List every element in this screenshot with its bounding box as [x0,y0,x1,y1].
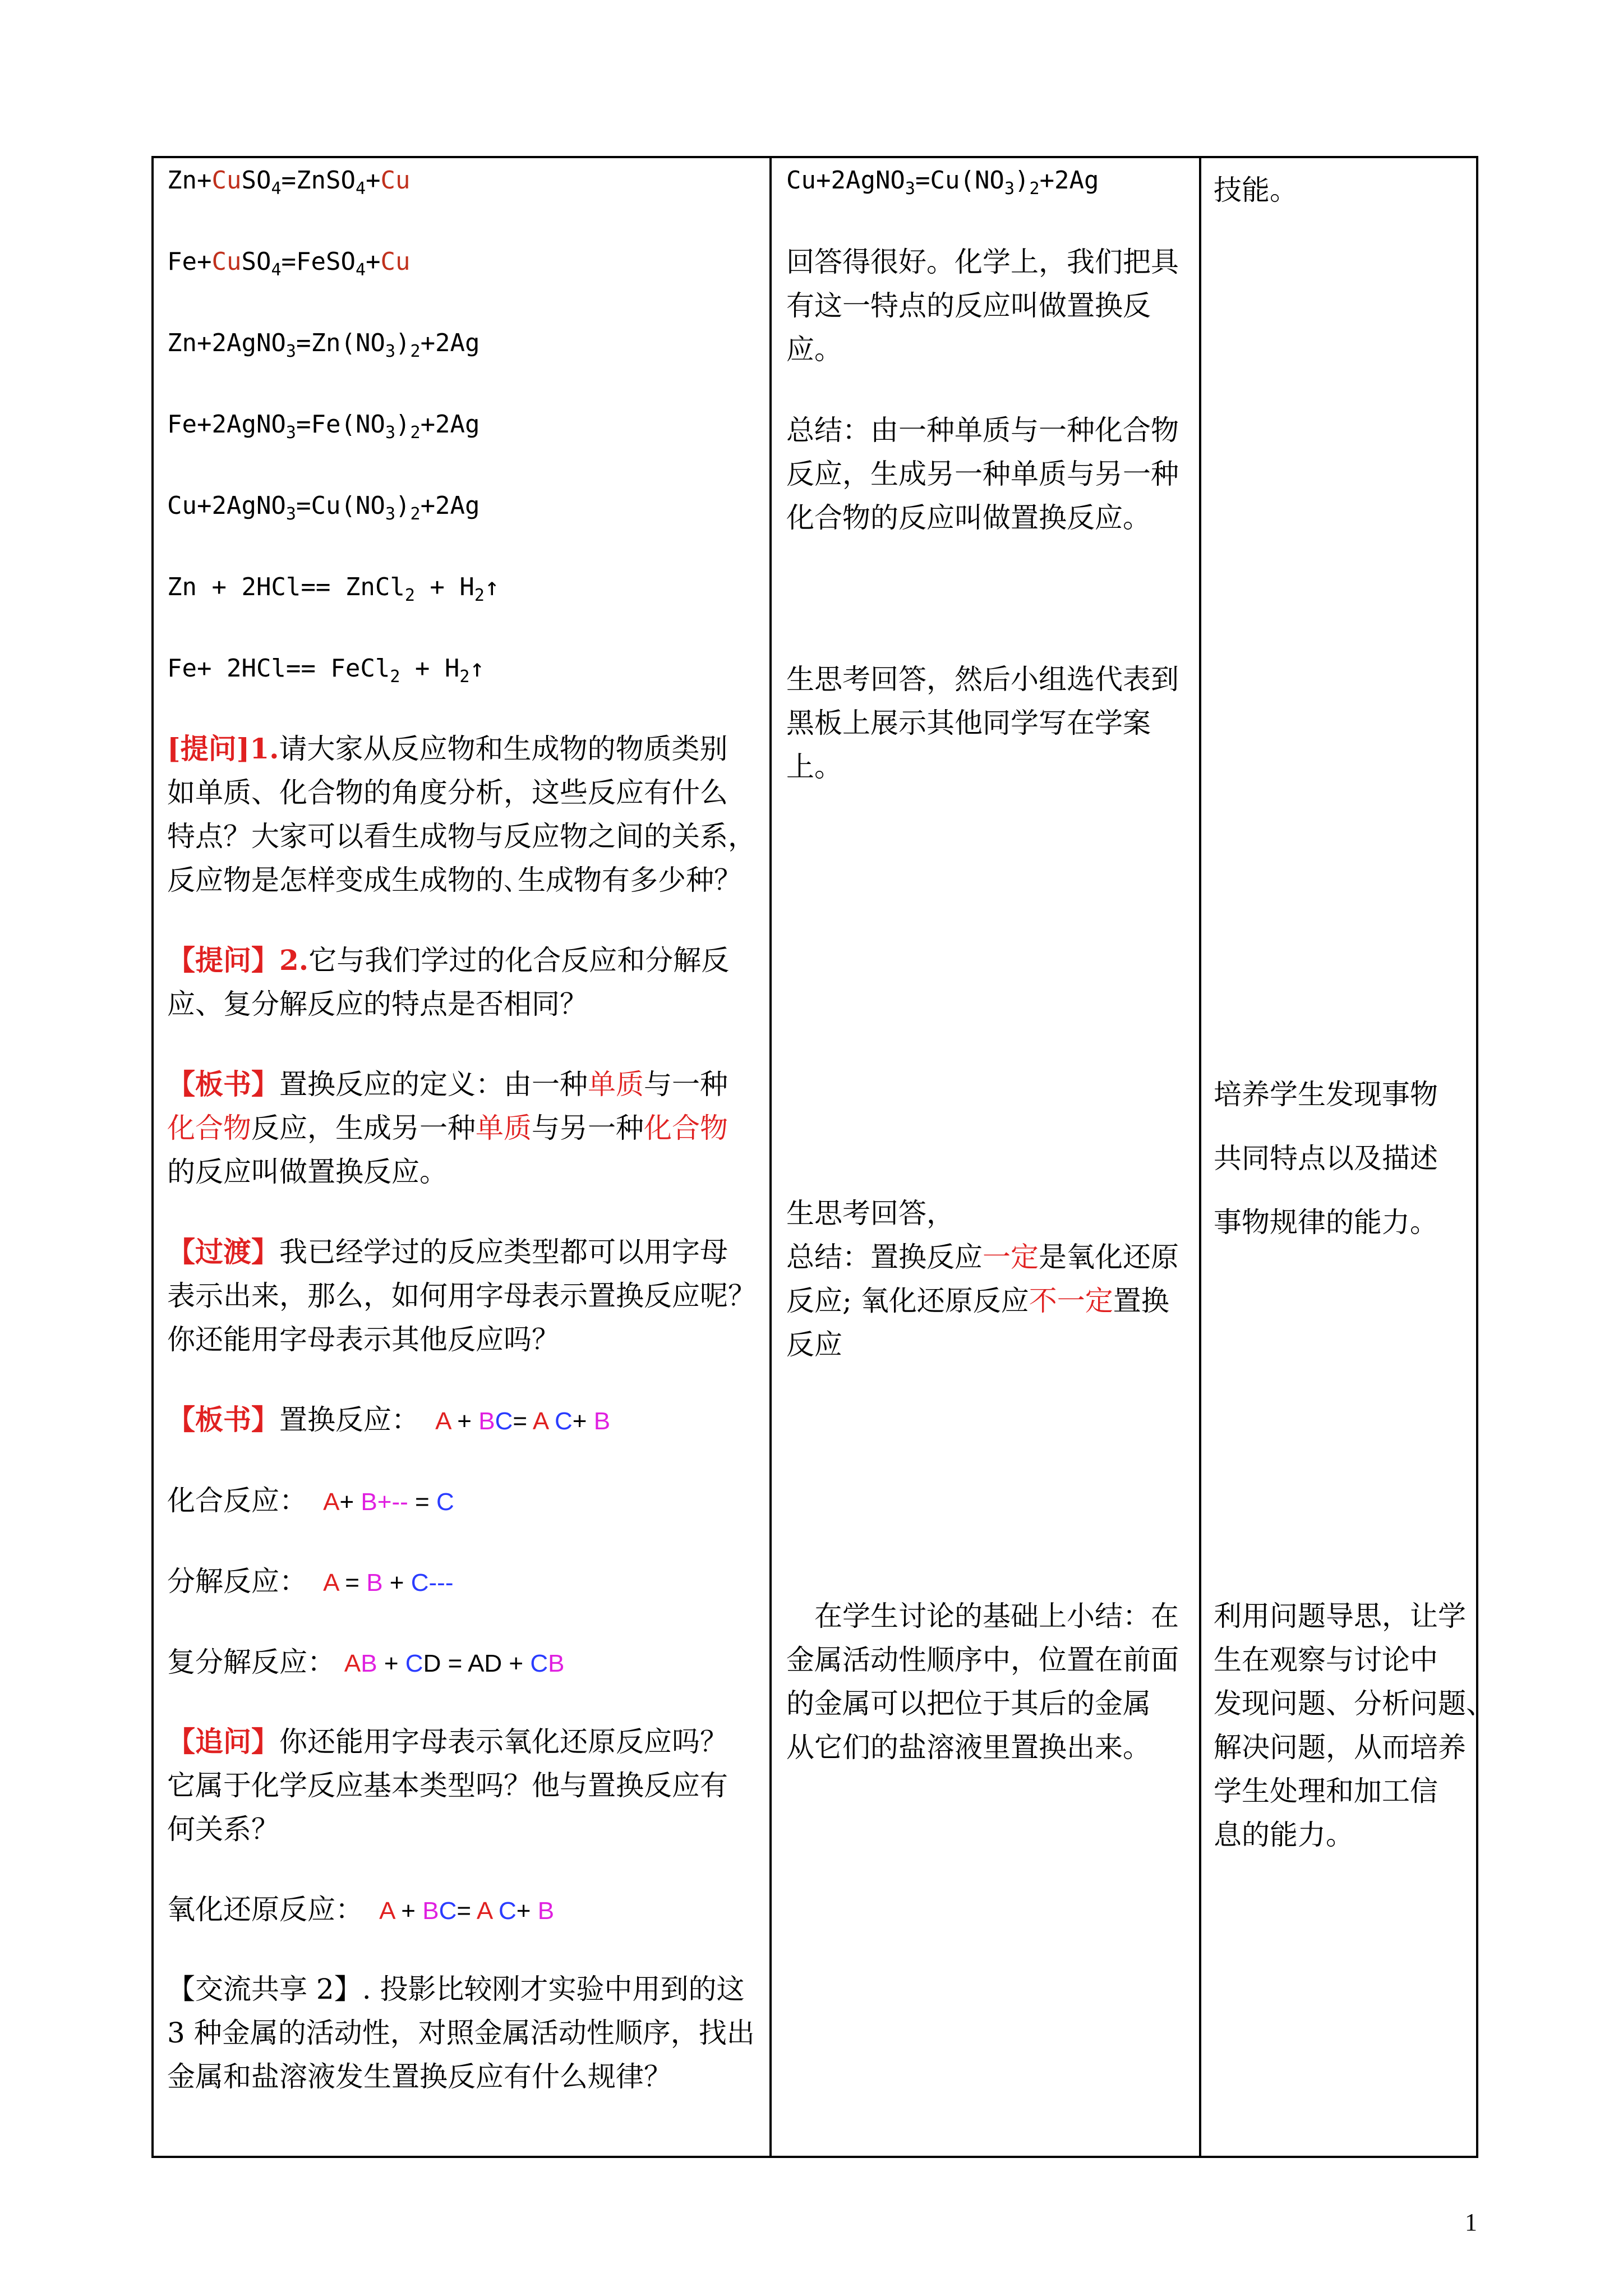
followup-line-2: 它属于化学反应基本类型吗？他与置换反应有 [167,1769,728,1802]
equation-fe-agno3: $Fe+2AgNO_3=Fe(NO_3)_2+2Ag$ [167,410,480,443]
board-definition-line-1: 【板书】置换反应的定义：由一种单质与一种 [167,1068,728,1101]
ability1-line-3: 事物规律的能力。 [1214,1206,1438,1239]
board-tag: 【板书】 [167,1403,279,1436]
equation-zn-cuso4: Zn+CuSO$_4$=ZnSO$_4$+Cu [167,166,411,199]
table-top-border [151,156,1478,158]
double-decomposition-formula: 复分解反应： AB + CD = AD + CB [167,1646,565,1678]
equation-fe-hcl: Fe+ 2HCl== FeCl$_2$ + $H_2↑$ [167,654,485,687]
board-definition-line-3: 的反应叫做置换反应。 [167,1156,448,1188]
ability2-line-1: 利用问题导思，让学 [1214,1600,1466,1632]
equation-cu-agno3-student: $Cu+2AgNO_3=Cu(NO_3)_2+2Ag$ [786,166,1099,199]
question-tag: [提问]1. [167,732,279,765]
think-line-1: 生思考回答，然后小组选代表到 [786,663,1179,696]
answer-line-3: 应。 [786,333,842,366]
displacement-formula: 【板书】置换反应： A + BC= A C+ B [167,1403,611,1436]
question-1-line-2: 如单质、化合物的角度分析，这些反应有什么 [167,776,728,809]
question-1-line-1: [提问]1.请大家从反应物和生成物的物质类别 [167,732,728,765]
table-divider-2 [1199,156,1201,2158]
share-line-1: 【交流共享 2】. 投影比较刚才实验中用到的这 [167,1973,745,2005]
share-line-3: 金属和盐溶液发生置换反应有什么规律？ [167,2060,672,2093]
think-answer: 生思考回答， [786,1197,955,1230]
transition-line-3: 你还能用字母表示其他反应吗？ [167,1323,560,1356]
transition-tag: 【过渡】 [167,1235,279,1268]
conclusion-line-4: 从它们的盐溶液里置换出来。 [786,1731,1151,1764]
board-definition-line-2: 化合物反应，生成另一种单质与另一种化合物 [167,1112,728,1144]
question-2-line-1: 【提问】2.它与我们学过的化合反应和分解反 [167,944,730,977]
ability2-line-2: 生在观察与讨论中 [1214,1644,1438,1676]
board-tag: 【板书】 [167,1068,279,1101]
summary-line-2: 反应，生成另一种单质与另一种 [786,458,1179,490]
followup-line-3: 何关系？ [167,1813,279,1846]
combination-formula: 化合反应： A+ B+-- = C [167,1484,454,1517]
transition-line-2: 表示出来，那么，如何用字母表示置换反应呢？ [167,1280,756,1312]
table-right-border [1476,156,1478,2158]
question-1-line-4: 反应物是怎样变成生成物的､生成物有多少种？ [167,864,742,896]
share-tag: 【交流共享 2】 [167,1973,362,2005]
question-1-line-3: 特点？大家可以看生成物与反应物之间的关系， [167,820,756,853]
summary2-line-3: 反应 [786,1328,842,1361]
followup-tag: 【追问】 [167,1725,279,1758]
answer-line-1: 回答得很好。化学上，我们把具 [786,246,1179,278]
skill-text: 技能。 [1214,174,1298,206]
equation-fe-cuso4: Fe+CuSO$_4$=FeSO$_4$+Cu [167,247,411,280]
ability1-line-2: 共同特点以及描述 [1214,1142,1438,1175]
table-divider-1 [769,156,772,2158]
page-number: 1 [1465,2208,1477,2236]
redox-formula: 氧化还原反应： A + BC= A C+ B [167,1893,555,1926]
share-line-2: 3 种金属的活动性，对照金属活动性顺序，找出 [167,2017,755,2049]
table-left-border [151,156,154,2158]
conclusion-line-2: 金属活动性顺序中，位置在前面 [786,1644,1179,1676]
question-tag: 【提问】2. [167,944,309,977]
conclusion-line-1: 在学生讨论的基础上小结：在 [786,1600,1179,1632]
equation-cu-agno3: $Cu+2AgNO_3=Cu(NO_3)_2+2Ag$ [167,491,480,524]
ability2-line-6: 息的能力。 [1214,1819,1354,1851]
summary2-line-1: 总结：置换反应一定是氧化还原 [786,1241,1179,1273]
ability1-line-1: 培养学生发现事物 [1214,1078,1438,1111]
summary-line-1: 总结：由一种单质与一种化合物 [786,414,1179,447]
summary2-line-2: 反应; 氧化还原反应不一定置换 [786,1285,1169,1317]
think-line-3: 上。 [786,751,842,783]
followup-line-1: 【追问】你还能用字母表示氧化还原反应吗？ [167,1725,728,1758]
ability2-line-3: 发现问题、分析问题、 [1214,1687,1494,1720]
equation-zn-agno3: $Zn+2AgNO_3=Zn(NO_3)_2+2Ag$ [167,329,480,361]
equation-zn-hcl: Zn + 2HCl== ZnCl$_2$ + $H_2↑$ [167,573,500,605]
ability2-line-5: 学生处理和加工信 [1214,1775,1438,1807]
ability2-line-4: 解决问题，从而培养 [1214,1731,1466,1764]
transition-line-1: 【过渡】我已经学过的反应类型都可以用字母 [167,1235,728,1268]
answer-line-2: 有这一特点的反应叫做置换反 [786,289,1151,322]
decomposition-formula: 分解反应： A = B + C--- [167,1565,454,1598]
conclusion-line-3: 的金属可以把位于其后的金属 [786,1687,1151,1720]
think-line-2: 黑板上展示其他同学写在学案 [786,707,1151,739]
question-2-line-2: 应、复分解反应的特点是否相同？ [167,988,588,1020]
summary-line-3: 化合物的反应叫做置换反应。 [786,501,1151,534]
table-bottom-border [151,2156,1478,2158]
